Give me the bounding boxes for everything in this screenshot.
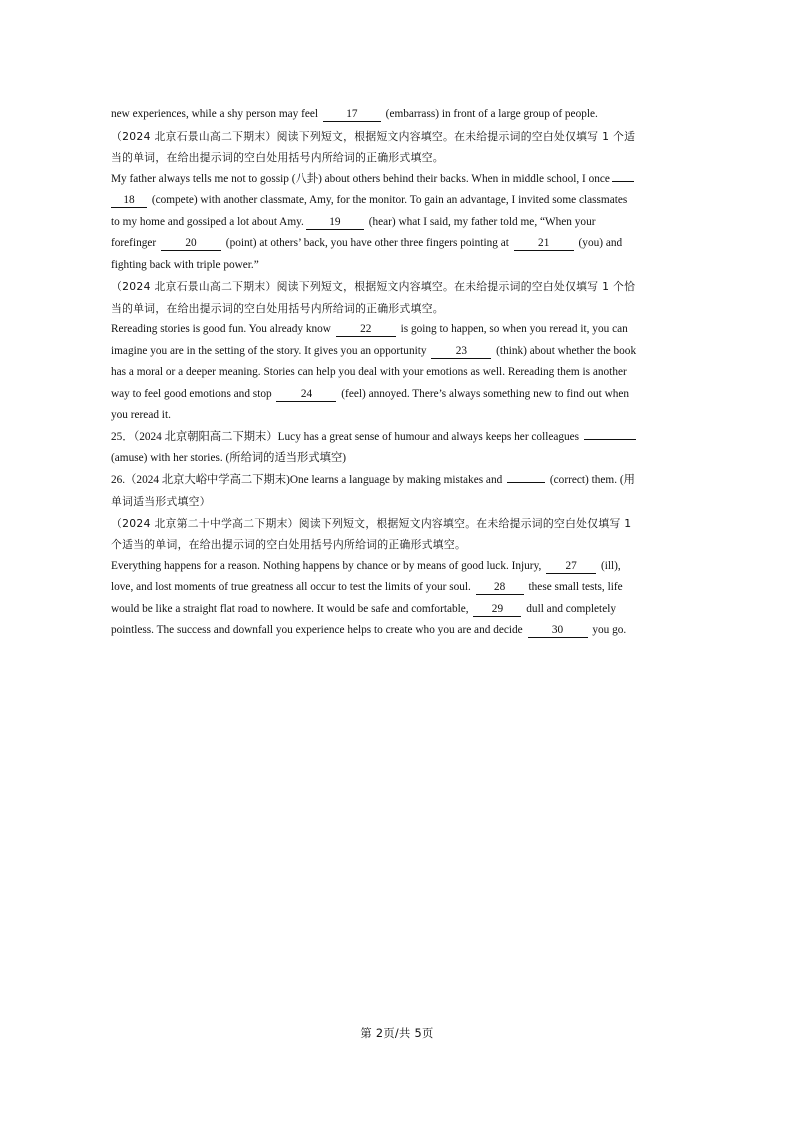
text: would be like a straight flat road to nowhere. It would be safe and comfortable,	[111, 602, 472, 615]
page-number: 第 2页/共 5页	[360, 1027, 434, 1040]
blank-17: 17	[323, 108, 381, 122]
text: 26.（2024 北京大峪中学高二下期末)One learns a language by making mistakes and	[111, 473, 506, 486]
text: imagine you are in the setting of the story. It gives you an opportunity	[111, 344, 430, 357]
blank-25	[584, 427, 636, 440]
text: is going to happen, so when you reread it, you can	[397, 323, 628, 335]
blank-23: 23	[431, 345, 491, 359]
text-line	[111, 599, 683, 621]
text-line	[111, 577, 683, 599]
section-instruction	[111, 147, 683, 169]
text: dull and completely	[523, 602, 617, 615]
text: (embarrass) in front of a large group of people.	[382, 108, 598, 120]
text: way to feel good emotions and stop	[111, 387, 275, 400]
question-26	[111, 491, 683, 513]
text: My father always tells me not to gossip (八卦) about others behind their backs. When in middle school, I once	[111, 172, 610, 185]
blank-29: 29	[473, 603, 521, 617]
text: you go.	[589, 624, 627, 636]
blank-27: 27	[546, 560, 596, 574]
blank-26	[507, 470, 545, 483]
blank-24: 24	[276, 388, 336, 402]
section-instruction	[111, 298, 683, 320]
blank-30: 30	[528, 624, 588, 638]
text-line	[111, 620, 683, 642]
section-instruction	[111, 534, 683, 556]
text: (feel) annoyed. There’s always something new to find out when	[338, 387, 630, 400]
text: 25．（2024 北京朝阳高二下期末）Lucy has a great sense of humour and always keeps her colleagues	[111, 430, 582, 443]
text: new experiences, while a shy person may feel	[111, 108, 321, 120]
section-instruction	[111, 126, 683, 148]
blank-21: 21	[514, 237, 574, 251]
text-line	[111, 341, 683, 363]
text: (you) and	[575, 237, 623, 249]
text: 单词适当形式填空）	[111, 495, 211, 508]
text: (think) about whether the book	[493, 344, 637, 357]
text: （2024 北京第二十中学高二下期末）阅读下列短文，根据短文内容填空。在未给提示词的空白处仅填写 1	[111, 516, 632, 530]
blank-19: 19	[306, 216, 364, 230]
text: (amuse) with her stories. (所给词的适当形式填空)	[111, 452, 347, 464]
text: (correct) them. (用	[547, 473, 635, 486]
text: has a moral or a deeper meaning. Stories can help you deal with your emotions as well. Rereading them is another	[111, 366, 627, 378]
blank-20: 20	[161, 237, 221, 251]
question-25	[111, 427, 683, 449]
text: 当的单词，在给出提示词的空白处用括号内所给词的正确形式填空。	[111, 151, 444, 164]
section-instruction	[111, 276, 683, 298]
text: pointless. The success and downfall you experience helps to create who you are and decide	[111, 624, 526, 636]
text: you reread it.	[111, 409, 171, 421]
text: (point) at others’ back, you have other three fingers pointing at	[222, 237, 512, 249]
text: Rereading stories is good fun. You already know	[111, 323, 334, 335]
blank-28: 28	[476, 581, 524, 595]
text: love, and lost moments of true greatness all occur to test the limits of your soul.	[111, 581, 474, 593]
blank-18: 18	[111, 194, 147, 208]
text: （2024 北京石景山高二下期末）阅读下列短文，根据短文内容填空。在未给提示词的空白处仅填写 1 个适	[111, 129, 636, 143]
document-body	[111, 104, 683, 642]
question-26	[111, 470, 683, 492]
text-line	[111, 169, 683, 191]
question-25	[111, 448, 683, 470]
text-line	[111, 319, 683, 341]
text: fighting back with triple power.”	[111, 258, 259, 271]
text-line	[111, 104, 683, 126]
text-line	[111, 362, 683, 384]
text-line	[111, 233, 683, 255]
text: (compete) with another classmate, Amy, for the monitor. To gain an advantage, I invited some classmates	[149, 194, 628, 206]
text: (hear) what I said, my father told me, “When your	[365, 215, 596, 228]
text-line	[111, 556, 683, 578]
text: (ill),	[598, 559, 621, 572]
text: to my home and gossiped a lot about Amy.	[111, 215, 304, 228]
text: forefinger	[111, 237, 159, 249]
blank-22: 22	[336, 323, 396, 337]
text-line	[111, 405, 683, 427]
text: 个适当的单词，在给出提示词的空白处用括号内所给词的正确形式填空。	[111, 538, 467, 551]
text-line	[111, 255, 683, 277]
text: 当的单词，在给出提示词的空白处用括号内所给词的正确形式填空。	[111, 301, 444, 315]
text: these small tests, life	[525, 581, 623, 593]
text-line	[111, 190, 683, 212]
text-line	[111, 384, 683, 406]
text: （2024 北京石景山高二下期末）阅读下列短文，根据短文内容填空。在未给提示词的空白处仅填写 1 个恰	[111, 280, 636, 293]
section-instruction	[111, 513, 683, 535]
text-line	[111, 212, 683, 234]
text: Everything happens for a reason. Nothing happens by chance or by means of good luck. Injury,	[111, 559, 545, 572]
blank-18-start	[612, 169, 634, 182]
